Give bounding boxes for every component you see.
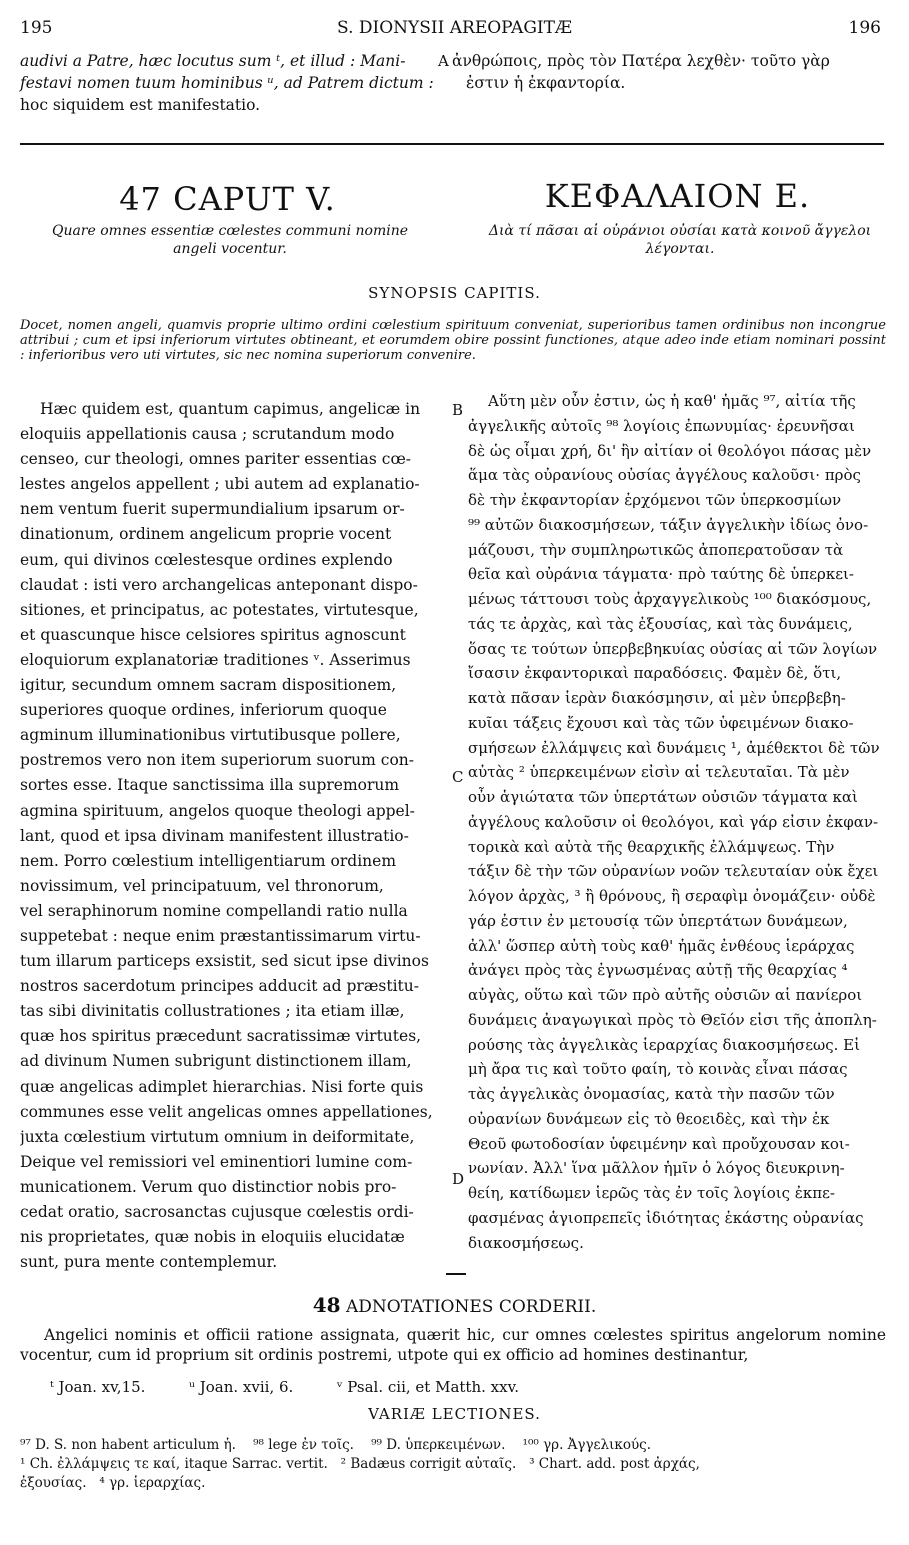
latin-line: postremos vero non item superiorum suorum con- [20,751,415,770]
greek-line: δὲ τὴν ἐκφαντορίαν ἐρχόμενοι τῶν ὑπερκοσμίων [468,491,842,509]
reference-item: ᵛ Psal. cii, et Matth. xxv. [336,1378,520,1396]
latin-line: ad divinum Numen subrigunt distinctionem illam, [20,1052,412,1071]
synopsis-title: SYNOPSIS CAPITIS. [368,284,541,302]
latin-line: novissimum, vel principatuum, vel thronorum, [20,876,384,895]
variae-lectiones-text [20,1436,890,1493]
latin-line: agminum illuminationibus virtutibusque pollere, [20,726,401,745]
latin-line: quæ hos spiritus præcedunt sacratissimæ virtutes, [20,1027,422,1046]
greek-line: οὖν ἁγιώτατα τῶν ὑπερτάτων οὐσιῶν τάγματα καὶ [468,788,858,806]
greek-line: ἀνάγει πρὸς τὰς ἐγνωσμένας αὐτῇ τῆς θεαρχίας ⁴ [468,961,848,980]
adnotationes-title: ADNOTATIONES CORDERII. [346,1297,597,1317]
latin-line: cedat oratio, sacrosanctas cujusque cœlestis ordi- [20,1203,414,1221]
variae-line: ⁹⁷ D. S. non habent articulum ἡ. ⁹⁸ lege ἐν τοῖς. ⁹⁹ D. ὑπερκειμένων. ¹⁰⁰ γρ. Ἀγγελικούς. [20,1437,652,1453]
separator-dash [446,1273,466,1275]
greek-line: λόγον ἀρχὰς, ³ ἢ θρόνους, ἢ σεραφὶμ ὀνομάζειν· οὐδὲ [468,887,876,905]
greek-line: ἴσασιν ἐκφαντορικαὶ παραδόσεις. Φαμὲν δὲ, ὅτι, [468,664,842,683]
latin-chapter-subtitle: Quare omnes essentiæ cœlestes communi nomine angeli vocentur. [51,223,409,257]
latin-line: nostros sacerdotum principes adducit ad præstitu- [20,977,419,996]
latin-line: claudat : isti vero archangelicas anteponant dispo- [20,575,418,594]
running-title: S. DIONYSII AREOPAGITÆ [337,18,572,38]
greek-line: τάξιν δὲ τὴν τῶν οὐρανίων νοῶν τελευταίαν οὐκ ἔχει [468,862,879,881]
greek-line: ὅσας τε τούτων ὑπερβεβηκυίας οὐσίας αἱ τῶν λογίων [468,639,878,658]
latin-column [20,397,445,1275]
reference-item: ᵘ Joan. xvii, 6. [189,1378,294,1396]
latin-line: nis proprietates, quæ nobis in eloquiis elucidatæ [20,1228,405,1247]
greek-line: τὰς ἀγγελικὰς ὀνομασίας, κατὰ τὴν πασῶν τῶν [468,1085,835,1103]
greek-line: Αὕτη μὲν οὖν ἐστιν, ὡς ἡ καθ' ἡμᾶς ⁹⁷, αἰτία τῆς [488,392,856,410]
latin-chapter-title: 47 CAPUT V. [119,180,336,218]
latin-line: juxta cœlestium virtutum omnium in deiformitate, [20,1127,415,1146]
latin-line: eum, qui divinos cœlestesque ordines explendo [20,550,393,569]
latin-line: Hæc quidem est, quantum capimus, angelicæ in [40,400,421,418]
scripture-references [50,1378,890,1396]
greek-line: ⁹⁹ αὐτῶν διακοσμήσεων, τάξιν ἀγγελικὴν ἰδίως ὀνο- [468,515,869,534]
top-greek-line: ἐστιν ἡ ἐκφαντορία. [466,74,626,92]
top-latin-line: festavi nomen tuum hominibus ᵘ, ad Patrem dictum : [20,74,434,92]
latin-line: sunt, pura mente contemplemur. [20,1253,278,1272]
greek-line: αὐγὰς, οὕτω καὶ τῶν πρὸ αὐτῆς οὐσιῶν αἱ πανίεροι [468,986,863,1004]
latin-line: nem. Porro cœlestium intelligentiarum ordinem [20,851,397,870]
left-page-number: 195 [20,18,53,38]
latin-line: lestes angelos appellent ; ubi autem ad explanatio- [20,475,420,494]
greek-line: κατὰ πᾶσαν ἱερὰν διακόσμησιν, αἱ μὲν ὑπερβεβη- [468,689,846,707]
greek-line: ἀγγέλους καλοῦσιν οἱ θεολόγοι, καὶ γάρ εἰσιν ἐκφαν- [468,812,879,831]
latin-line: eloquiorum explanatoriæ traditiones ᵛ. Asserimus [20,650,411,669]
greek-line: σμήσεων ἐλλάμψεις καὶ δυνάμεις ¹, ἀμέθεκτοι δὲ τῶν [468,738,880,757]
latin-line: suppetebat : neque enim præstantissimarum virtu- [20,926,421,945]
greek-chapter-subtitle: Διὰ τί πᾶσαι αἱ οὐράνιοι οὐσίαι κατὰ κοινοῦ ἄγγελοι λέγονται. [488,223,872,257]
margin-marker-b: B [452,401,464,419]
latin-line: tas sibi divinitatis collustrationes ; ita etiam illæ, [20,1002,405,1021]
greek-line: κυῖαι τάξεις ἔχουσι καὶ τὰς τῶν ὑφειμένων διακο- [468,713,854,732]
latin-line: eloquiis appellationis causa ; scrutandum modo [20,425,395,444]
latin-line: Deique vel remissiori vel eminentiori lumine com- [20,1152,413,1171]
latin-line: municationem. Verum quo distinctior nobis pro- [20,1177,397,1196]
greek-chapter-title: ΚΕΦΑΛΑΙΟΝ Ε. [544,177,811,215]
greek-line: θεῖα καὶ οὐράνια τάγματα· πρὸ ταύτης δὲ ὑπερκει- [468,565,854,584]
section-rule [20,143,884,145]
adnotationes-number: 48 [312,1293,341,1317]
latin-line: nem ventum fuerit supermundialium ipsarum or- [20,500,405,519]
variae-line: ¹ Ch. ἐλλάμψεις τε καί, itaque Sarrac. vertit. ² Badæus corrigit αὐταῖς. ³ Chart. add. post ἀρχάς, [20,1456,700,1472]
greek-line: δὲ ὡς οἶμαι χρή, δι' ἣν αἰτίαν οἱ θεολόγοι πάσας μὲν [468,441,872,460]
greek-line: αὐτὰς ² ὑπερκειμένων εἰσὶν αἱ τελευταῖαι. Τὰ μὲν [468,763,850,782]
greek-column [468,389,888,1255]
greek-line: μὴ ἄρα τις καὶ τοῦτο φαίη, τὸ κοινὰς εἶναι πάσας [468,1060,848,1079]
greek-line: μένως τάττουσι τοὺς ἀρχαγγελικοὺς ¹⁰⁰ διακόσμους, [468,590,872,608]
margin-marker-d: D [452,1170,465,1188]
top-greek-line: ἀνθρώποις, πρὸς τὸν Πατέρα λεχθὲν· τοῦτο γὰρ [452,52,830,70]
greek-line: νωνίαν. Ἀλλ' ἵνα μᾶλλον ἡμῖν ὁ λόγος διευκρινη- [468,1159,845,1178]
adnotationes-heading [0,1293,909,1317]
variae-lectiones-title: VARIÆ LECTIONES. [368,1405,541,1423]
latin-line: agmina spirituum, angelos quoque theologi appel- [20,801,415,820]
greek-line: τορικὰ καὶ αὐτὰ τῆς θεαρχικῆς ἐλλάμψεως. Τὴν [468,837,835,856]
latin-line: dinationum, ordinem angelicum proprie vocent [20,525,392,544]
top-latin-continuation [20,50,452,116]
greek-line: Θεοῦ φωτοδοσίαν ὑφειμένην καὶ προὔχουσαν κοι- [468,1134,850,1153]
greek-line: ἀλλ' ὥσπερ αὐτὴ τοὺς καθ' ἡμᾶς ἐνθέους ἱεράρχας [468,936,855,955]
latin-line: quæ angelicas adimplet hierarchias. Nisi forte quis [20,1077,424,1096]
greek-line: ρούσης τὰς ἀγγελικὰς ἱεραρχίας διακοσμήσεως. Εἰ [468,1035,860,1054]
latin-line: et quascunque hisce celsiores spiritus agnoscunt [20,625,406,644]
right-page-number: 196 [848,18,881,38]
greek-line: ἅμα τὰς οὐρανίους οὐσίας ἀγγέλους καλοῦσι· πρὸς [468,466,861,485]
latin-line: communes esse velit angelicas omnes appellationes, [20,1102,433,1121]
top-latin-line: audivi a Patre, hæc locutus sum ᵗ, et illud : Mani- [20,52,406,70]
latin-line: superiores quoque ordines, inferiorum quoque [20,701,387,720]
greek-line: ἀγγελικῆς αὐτοῖς ⁹⁸ λογίοις ἐπωνυμίας· ἐρευνῆσαι [468,416,855,435]
greek-line: τάς τε ἀρχὰς, καὶ τὰς ἐξουσίας, καὶ τὰς δυνάμεις, [468,614,853,633]
adnotationes-text: Angelici nominis et officii ratione assignata, quærit hic, cur omnes cœlestes spiritus angelorum nomine vocentur, cum id proprium sit ordinis postremi, utpote qui ex officio ad homines destinantur, [20,1326,886,1364]
reference-item: ᵗ Joan. xv,15. [50,1378,146,1396]
synopsis-text: Docet, nomen angeli, quamvis proprie ultimo ordini cœlestium spirituum conveniat, superioribus tamen ordinibus non incongrue attribui ; cum et ipsi inferiorum virtutes obtineant, et eorumdem obire possint functiones, atque adeo inde etiam nominari possint : inferioribus vero uti virtutes, sic nec nomina superiorum convenire. [20,318,886,363]
latin-line: sitiones, et principatus, ac potestates, virtutesque, [20,600,419,619]
latin-line: sortes esse. Itaque sanctissima illa supremorum [20,776,400,795]
greek-line: οὐρανίων δυνάμεων εἰς τὸ θεοειδὲς, καὶ τὴν ἐκ [468,1109,830,1128]
variae-line: ἐξουσίας. ⁴ γρ. ἱεραρχίας. [20,1475,206,1491]
margin-marker-a: A [438,52,449,70]
latin-line: lant, quod et ipsa divinam manifestent illustratio- [20,826,409,845]
greek-line: διακοσμήσεως. [468,1233,584,1252]
margin-marker-c: C [452,768,464,786]
latin-line: vel seraphinorum nomine compellandi ratio nulla [20,901,408,920]
latin-line: censeo, cur theologi, omnes pariter essentias cœ- [20,450,412,469]
greek-line: δυνάμεις ἀναγωγικαὶ πρὸς τὸ Θεῖόν εἰσι τῆς ἀποπλη- [468,1010,877,1029]
greek-line: φασμένας ἁγιοπρεπεῖς ἰδιότητας ἑκάστης οὐρανίας [468,1208,864,1227]
top-greek-continuation [452,50,892,94]
greek-line: μάζουσι, τὴν συμπληρωτικῶς ἀποπερατοῦσαν τὰ [468,540,844,559]
greek-line: θείη, κατίδωμεν ἱερῶς τὰς ἐν τοῖς λογίοις ἐκπε- [468,1184,835,1202]
top-latin-line: hoc siquidem est manifestatio. [20,96,261,114]
latin-line: igitur, secundum omnem sacram dispositionem, [20,676,397,695]
greek-line: γάρ ἐστιν ἐν μετουσίᾳ τῶν ὑπερτάτων δυνάμεων, [468,911,848,930]
latin-line: tum illarum particeps exsistit, sed sicut ipse divinos [20,952,429,971]
